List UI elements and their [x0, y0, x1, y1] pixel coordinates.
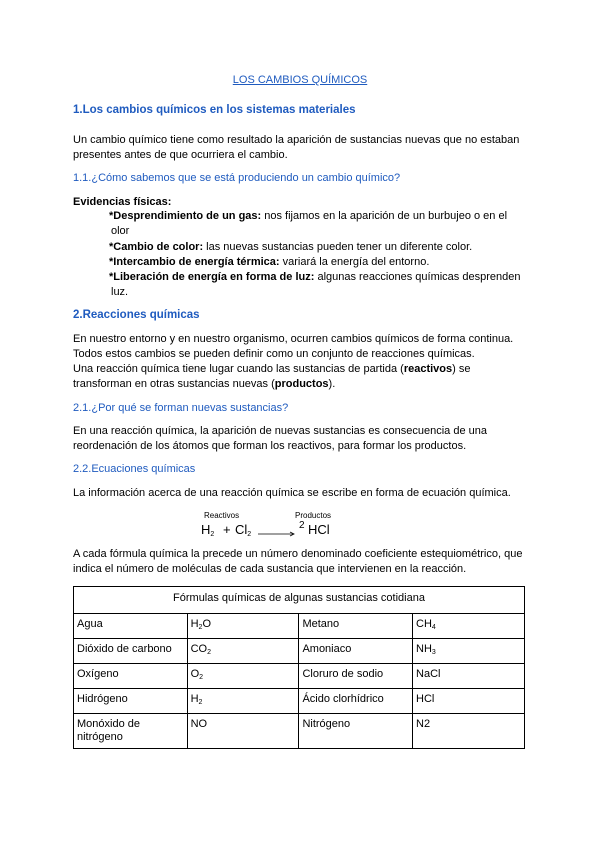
reaction-arrow-icon: [257, 530, 297, 538]
substance-formula: HCl: [413, 689, 525, 714]
evidence-item-color: *Cambio de color: las nuevas sustancias pueden tener un diferente color.: [109, 241, 473, 253]
product-hcl: HCl: [308, 522, 330, 537]
stoichiometric-coefficient: 2: [299, 520, 305, 531]
section-2-heading: 2.Reacciones químicas: [73, 309, 200, 321]
substance-name: Oxígeno: [74, 664, 188, 689]
table-row: [74, 614, 525, 639]
section-2-1-text: En una reacción química, la aparición de nuevas sustancias es consecuencia de una reordenación de los átomos que forman los reactivos, para formar los productos.: [73, 425, 487, 452]
table-row: [74, 639, 525, 664]
table-row: [74, 714, 525, 749]
section-1-1-heading: 1.1.¿Cómo sabemos que se está produciendo un cambio químico?: [73, 172, 401, 184]
document-title: LOS CAMBIOS QUÍMICOS: [232, 74, 368, 86]
substance-name: Cloruro de sodio: [299, 664, 413, 689]
substance-formula: N2: [413, 714, 525, 749]
substance-name: Amoniaco: [299, 639, 413, 664]
evidence-item-light: *Liberación de energía en forma de luz: algunas reacciones químicas desprenden luz.: [109, 271, 521, 298]
substance-formula: $H_2O$: [187, 614, 299, 639]
coefficient-text: A cada fórmula química la precede un número denominado coeficiente estequiométrico, que indica el número de moléculas de cada sustancia que intervienen en la reacción.: [73, 548, 523, 575]
section-1-intro: Un cambio químico tiene como resultado la aparición de sustancias nuevas que no estaban presentes antes de que ocurriera el cambio.: [73, 134, 520, 161]
table-row: [74, 664, 525, 689]
evidence-item-gas: *Desprendimiento de un gas: nos fijamos en la aparición de un burbujeo o en el olor: [109, 210, 508, 237]
substance-formula: $O_2$: [187, 664, 299, 689]
evidence-item-thermal: *Intercambio de energía térmica: variará la energía del entorno.: [109, 256, 430, 268]
section-2-2-heading: 2.2.Ecuaciones químicas: [73, 463, 196, 475]
table-caption-row: [74, 587, 525, 614]
substance-name: Metano: [299, 614, 413, 639]
substance-formula: NaCl: [413, 664, 525, 689]
substance-name: Nitrógeno: [299, 714, 413, 749]
evidence-title: Evidencias físicas:: [73, 196, 172, 208]
section-1-heading: 1.Los cambios químicos en los sistemas materiales: [73, 104, 356, 116]
substance-formula: $NH_3$: [413, 639, 525, 664]
formulas-table: [73, 586, 525, 749]
substance-name: Hidrógeno: [74, 689, 188, 714]
plus-sign: +: [223, 522, 231, 537]
substance-formula: $H_2$: [187, 689, 299, 714]
reactant-cl2: $Cl_2$: [235, 522, 252, 538]
substance-name: Ácido clorhídrico: [299, 689, 413, 714]
section-2-2-text: La información acerca de una reacción química se escribe en forma de ecuación química.: [73, 487, 511, 499]
table-row: [74, 689, 525, 714]
substance-name: Dióxido de carbono: [74, 639, 188, 664]
section-2-paragraph-1: En nuestro entorno y en nuestro organismo, ocurren cambios químicos de forma continua. Todos estos cambios se pueden definir como un conjunto de reacciones químicas. Una reacción química tiene lugar cuando las sustancias de partida (reactivos) se transforman en otras sustancias nuevas (productos).: [73, 333, 514, 390]
substance-formula: $CO_2$: [187, 639, 299, 664]
reactant-h2: $H_2$: [201, 522, 215, 538]
substance-name: Agua: [74, 614, 188, 639]
reactants-label: Reactivos: [204, 511, 240, 520]
section-2-1-heading: 2.1.¿Por qué se forman nuevas sustancias?: [73, 402, 289, 414]
substance-formula: $CH_4$: [413, 614, 525, 639]
substance-formula: NO: [187, 714, 299, 749]
table-caption: Fórmulas químicas de algunas sustancias cotidiana: [74, 587, 525, 614]
products-label: Productos: [295, 511, 332, 520]
substance-name: Monóxido de nitrógeno: [74, 714, 188, 749]
